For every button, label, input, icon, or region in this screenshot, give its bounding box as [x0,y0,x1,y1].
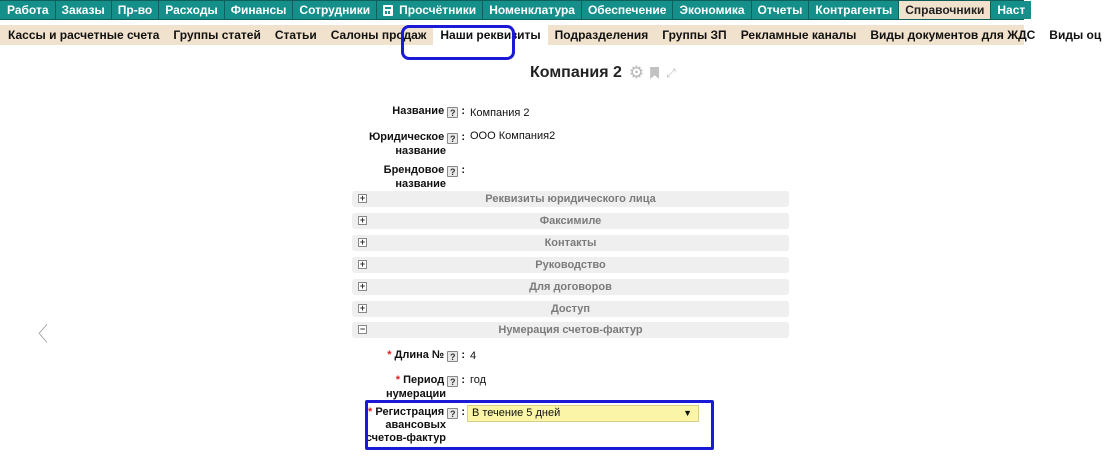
section-contracts[interactable] [352,279,789,295]
label-text: счетов-фактур [365,432,446,444]
section-title: Контакты [544,237,597,249]
label-text: название [395,178,446,190]
tab-label: Отчеты [757,3,803,17]
expand-icon[interactable]: + [359,215,366,225]
section-facsimile[interactable] [352,213,789,229]
colon: : [461,374,465,386]
tab-label: Сотрудники [299,3,371,17]
required-mark: * [368,406,373,418]
tab-otchety[interactable] [752,1,809,19]
section-title: Для договоров [529,281,612,293]
highlight-registration-field [365,400,714,450]
colon: : [461,406,465,418]
tab-spravochniki[interactable] [899,1,990,19]
colon: : [461,164,465,176]
help-icon[interactable]: ? [447,351,458,362]
expand-icon[interactable]: + [359,193,366,203]
expand-icon[interactable]: + [359,237,366,247]
tab-label: Наст [997,3,1026,17]
top-navigation [0,0,1024,20]
gear-icon[interactable]: ⚙ [628,63,645,82]
subtab-reklamnye-kanaly[interactable]: Рекламные каналы [740,28,857,42]
calculator-icon [383,5,393,16]
section-title: Доступ [550,303,591,315]
tab-nastroyki[interactable] [991,1,1031,19]
tab-ekonomika[interactable] [673,1,750,19]
tab-label: Экономика [679,3,745,17]
label-text: Брендовое [383,164,445,176]
numbering-period-label [340,373,465,401]
legal-name-label [340,130,465,158]
subtab-gruppy-zp[interactable]: Группы ЗП [662,28,727,42]
section-title: Реквизиты юридического лица [485,193,656,205]
label-text: нумерации [386,388,446,400]
collapse-toggle-icon[interactable]: − [359,324,366,334]
bookmark-icon[interactable] [650,67,659,79]
tab-label: Финансы [230,3,287,17]
section-title: Руководство [535,259,606,271]
help-icon[interactable]: ? [447,107,458,118]
tab-label: Расходы [165,3,218,17]
page-title: Компания 2 [530,64,622,81]
label-text: Период [403,374,445,386]
colon: : [461,349,465,361]
help-icon[interactable]: ? [447,376,458,387]
tab-label: Заказы [61,3,105,17]
tab-label: Номенклатура [489,3,575,17]
subtab-vidy-dokumentov[interactable]: Виды документов для ЖДС [870,28,1036,42]
required-mark: * [395,374,401,386]
expand-icon[interactable]: + [359,303,366,313]
tab-raskhody[interactable] [159,1,223,19]
required-mark: * [387,349,392,361]
subtab-vidy-ots[interactable]: Виды оц [1049,28,1102,42]
tab-label: Контрагенты [815,3,893,17]
expand-icon[interactable]: + [359,259,366,269]
number-length-value: 4 [470,350,477,362]
selected-value: В течение 5 дней [472,407,561,419]
tab-zakazy[interactable] [56,1,111,19]
legal-name-value: ООО Компания2 [470,130,556,142]
colon: : [461,131,465,143]
label-text: название [395,145,446,157]
subtab-podrazdeleniya[interactable]: Подразделения [554,28,649,42]
section-legal-details[interactable] [352,191,789,207]
tab-label: Работа [7,3,49,17]
subtab-nashi-rekvizity[interactable]: Наши реквизиты [433,25,547,45]
help-icon[interactable]: ? [447,408,458,419]
dropdown-arrow-icon: ▼ [683,408,692,418]
tab-finansy[interactable] [225,1,293,19]
tab-sotrudniki[interactable] [293,1,376,19]
chevron-left-icon[interactable]: 〈 [28,322,48,346]
help-icon[interactable]: ? [447,133,458,144]
label-text: Регистрация [375,406,445,418]
tab-label: Просчётники [399,3,477,17]
collapse-icon[interactable]: ⤢ [666,66,676,80]
colon: : [461,105,465,117]
subtab-salony[interactable]: Салоны продаж [330,28,427,42]
name-value: Компания 2 [470,107,530,119]
tab-label: Пр-во [117,3,153,17]
label-text: Юридическое [368,131,445,143]
section-management[interactable] [352,257,789,273]
highlight-active-subtab [401,25,515,60]
tab-obespechenie[interactable] [582,1,673,19]
tab-rabota[interactable] [0,1,55,19]
section-contacts[interactable] [352,235,789,251]
section-invoice-numbering[interactable] [352,322,789,338]
brand-name-label [340,163,465,191]
tab-pr-vo[interactable] [112,1,159,19]
section-access[interactable] [352,301,789,317]
expand-icon[interactable]: + [359,281,366,291]
label-text: Длина № [394,349,445,361]
section-title: Нумерация счетов-фактур [498,324,643,336]
tab-proschetniki[interactable] [377,1,482,19]
tab-label: Справочники [905,3,985,17]
name-label [340,105,465,118]
label-text: Название [392,105,445,117]
numbering-period-value: год [470,374,487,386]
tab-nomenklatura[interactable] [483,1,581,19]
subtab-gruppy-statey[interactable]: Группы статей [173,28,261,42]
subtab-kassy[interactable]: Кассы и расчетные счета [8,28,160,42]
tab-label: Обеспечение [587,3,667,17]
subtab-stati[interactable]: Статьи [274,28,317,42]
title-row [530,64,676,82]
label-text: авансовых [385,419,446,431]
section-title: Факсимиле [539,215,602,227]
number-length-label [340,349,465,362]
tab-kontragenty[interactable] [809,1,898,19]
help-icon[interactable]: ? [447,166,458,177]
